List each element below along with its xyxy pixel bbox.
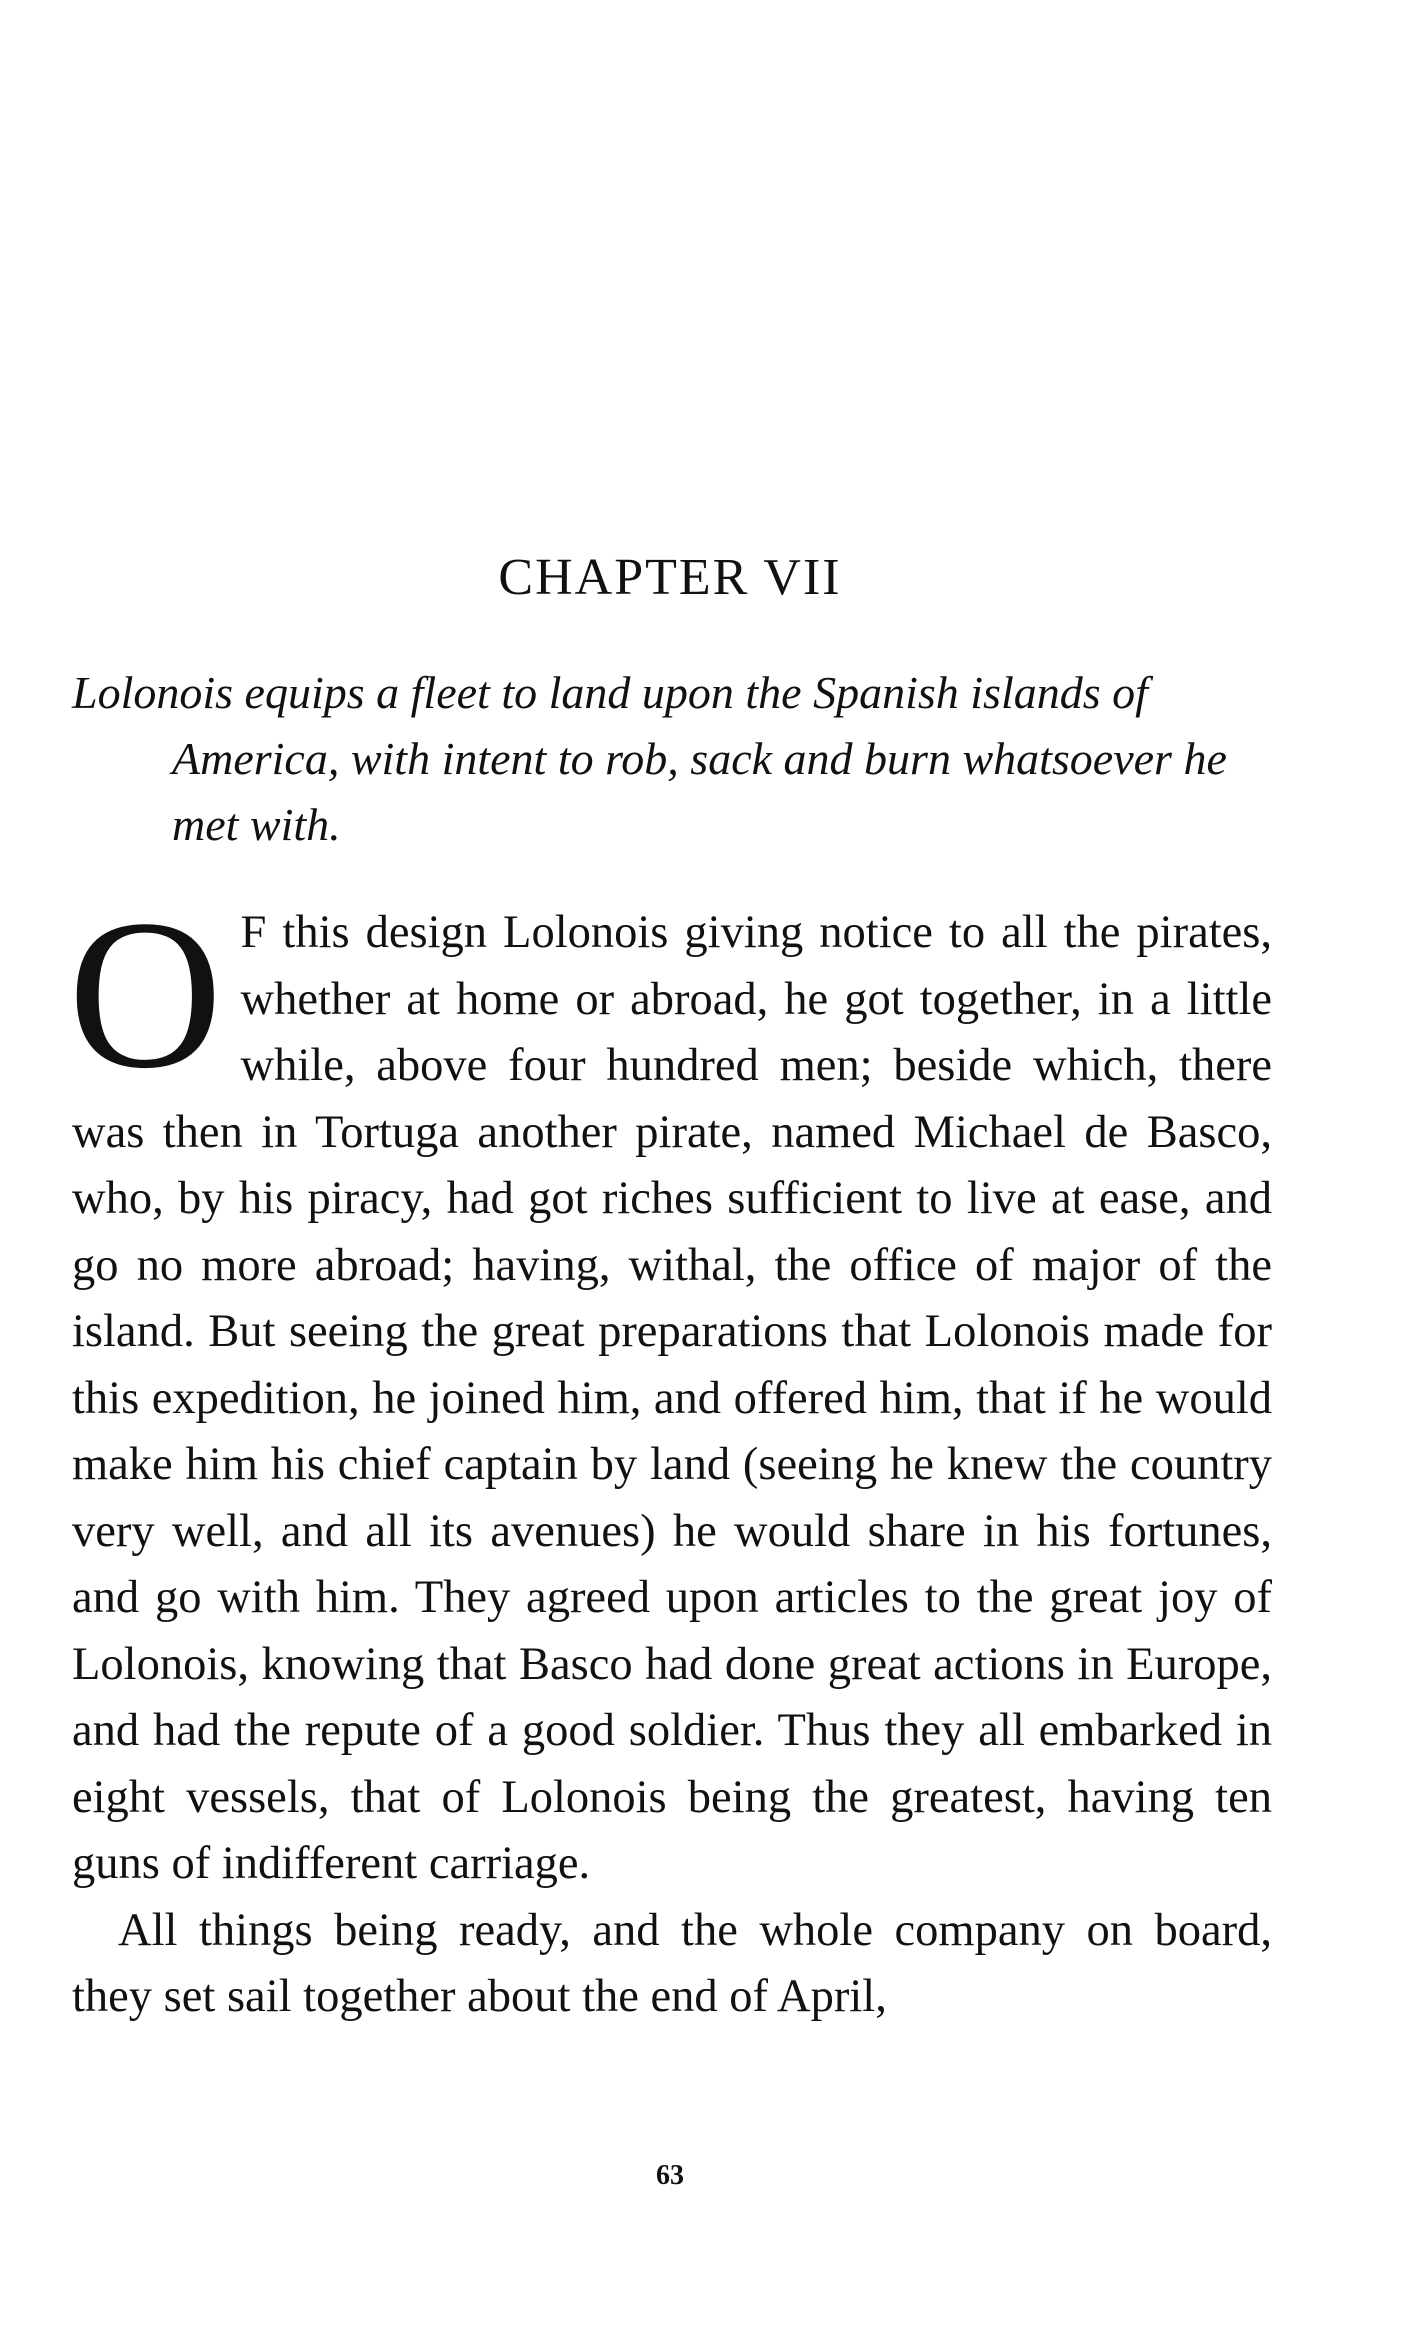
- page-number: 63: [656, 2160, 684, 2191]
- paragraph-2: All things being ready, and the whole company on board, they set sail together about the end of April,: [72, 1904, 1272, 2022]
- body-text: [68, 876, 1272, 2031]
- drop-cap: O: [68, 876, 223, 1113]
- paragraph-1: [68, 876, 1272, 1898]
- chapter-summary: Lolonois equips a fleet to land upon the Spanish islands of America, with intent to rob, sack and burn whatsoever he met with.: [72, 667, 1227, 850]
- paragraph-1-text: F this design Lolonois giving notice to all the pirates, whether at home or abroad, he got together, in a little while, above four hundred men; beside which, there was then in Tortuga another pirate, named Michael de Basco, who, by his piracy, had got riches sufficient to live at ease, and go no more abroad; having, withal, the office of major of the island. But seeing the great preparations that Lolonois made for this expedition, he joined him, and offered him, that if he would make him his chief captain by land (seeing he knew the country very well, and all its avenues) he would share in his fortunes, and go with him. They agreed upon articles to the great joy of Lolonois, knowing that Basco had done great actions in Europe, and had the repute of a good soldier. Thus they all embarked in eight vessels, that of Lolonois being the greatest, having ten guns of indifferent carriage.: [72, 907, 1272, 1889]
- chapter-title: CHAPTER VII: [498, 549, 842, 606]
